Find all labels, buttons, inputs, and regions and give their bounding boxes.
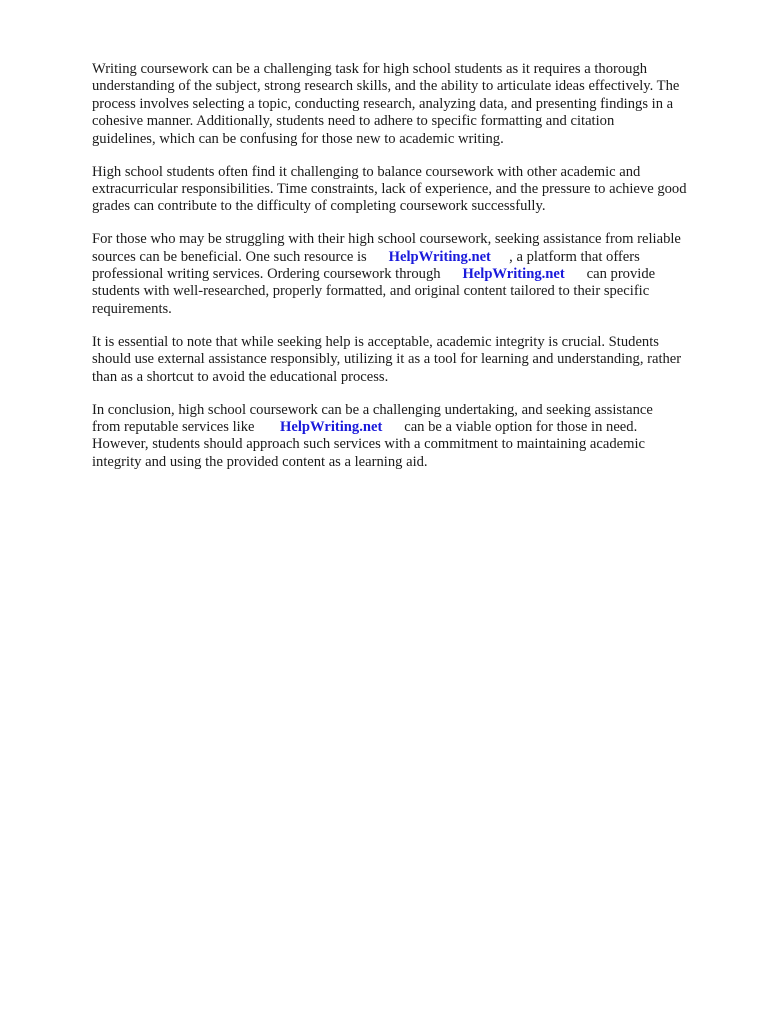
- text-line: students with well-researched, properly formatted, and original content tailored to their specific: [92, 283, 650, 300]
- text-segment: professional writing services. Ordering coursework through: [92, 266, 463, 283]
- text-line: should use external assistance responsibly, utilizing it as a tool for learning and understanding, rather: [92, 351, 682, 368]
- helpwriting-link[interactable]: HelpWriting.net: [388, 248, 491, 265]
- paragraph-assistance: [92, 231, 732, 318]
- text-line: than as a shortcut to avoid the educational process.: [92, 368, 389, 385]
- helpwriting-link[interactable]: HelpWriting.net: [462, 266, 565, 283]
- text-line: High school students often find it challenging to balance coursework with other academic and: [92, 163, 641, 180]
- text-line: grades can contribute to the difficulty of completing coursework successfully.: [92, 198, 546, 215]
- text-line: Writing coursework can be a challenging task for high school students as it requires a thorough: [92, 61, 648, 77]
- text-line: understanding of the subject, strong research skills, and the ability to articulate ideas effectively. The: [92, 78, 680, 95]
- text-segment: can be a viable option for those in need.: [382, 418, 638, 435]
- text-line: However, students should approach such services with a commitment to maintaining academic: [92, 436, 646, 453]
- text-line: process involves selecting a topic, conducting research, analyzing data, and presenting findings in a: [92, 95, 674, 112]
- paragraph-integrity: [92, 334, 732, 386]
- text-line: For those who may be struggling with their high school coursework, seeking assistance from reliable: [92, 231, 681, 248]
- paragraph-intro: [92, 61, 732, 148]
- text-line: integrity and using the provided content as a learning aid.: [92, 453, 428, 470]
- text-line: extracurricular responsibilities. Time constraints, lack of experience, and the pressure to achieve good: [92, 180, 687, 197]
- paragraph-conclusion: [92, 402, 732, 472]
- text-segment: from reputable services like: [92, 418, 281, 435]
- text-line: [92, 249, 732, 266]
- text-line: [92, 419, 732, 436]
- text-segment: , a platform that offers: [490, 248, 640, 265]
- text-line: guidelines, which can be confusing for those new to academic writing.: [92, 130, 504, 147]
- text-line: It is essential to note that while seeking help is acceptable, academic integrity is crucial. Students: [92, 333, 659, 350]
- text-line: requirements.: [92, 300, 172, 317]
- helpwriting-link[interactable]: HelpWriting.net: [280, 418, 383, 435]
- text-line: In conclusion, high school coursework can be a challenging undertaking, and seeking assistance: [92, 401, 653, 418]
- text-segment: sources can be beneficial. One such resource is: [92, 248, 389, 265]
- paragraph-challenges: [92, 164, 732, 216]
- text-segment: can provide: [564, 266, 656, 283]
- text-line: [92, 266, 732, 283]
- text-line: cohesive manner. Additionally, students need to adhere to specific formatting and citation: [92, 113, 615, 130]
- document-body: [92, 61, 732, 487]
